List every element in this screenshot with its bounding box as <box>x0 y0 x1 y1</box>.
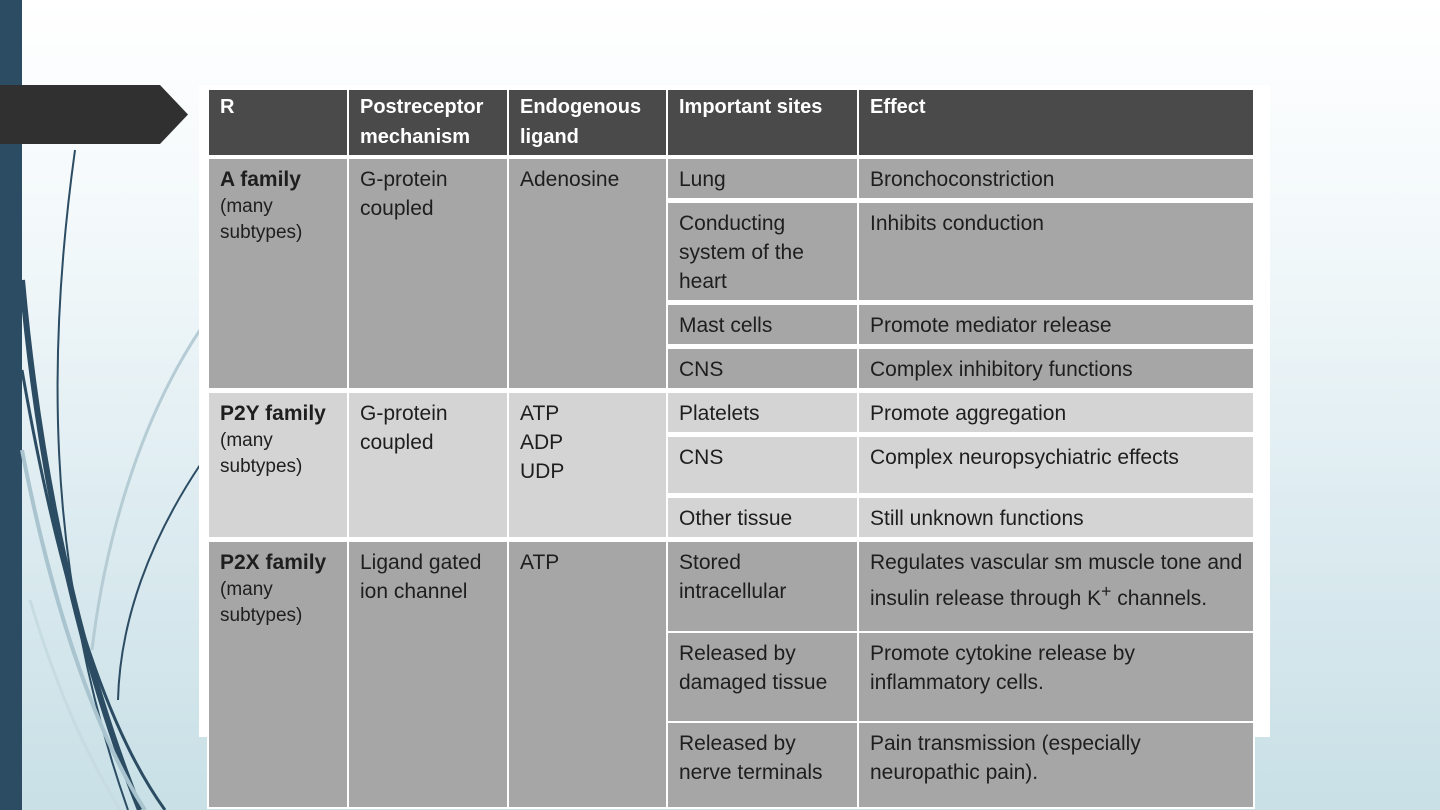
family-cell <box>208 391 348 540</box>
header-row <box>208 89 1254 157</box>
effect-cell <box>858 540 1254 632</box>
effect-cell: Inhibits conduction <box>858 201 1254 303</box>
effect-cell: Promote cytokine release by inflammatory cells. <box>858 632 1254 722</box>
ligand-cell <box>508 540 667 808</box>
site-cell: Released by damaged tissue <box>667 632 858 722</box>
arrow-banner <box>0 85 188 144</box>
site-cell: CNS <box>667 347 858 391</box>
site-cell: Released by nerve terminals <box>667 722 858 808</box>
a-family-group <box>208 157 1254 391</box>
potassium-ion-superscript: + <box>1101 581 1112 601</box>
family-note: (many subtypes) <box>220 430 303 477</box>
table-row <box>208 540 1254 632</box>
p2y-family-group <box>208 391 1254 540</box>
header-important-sites: Important sites <box>667 89 858 157</box>
effect-cell: Promote mediator release <box>858 303 1254 347</box>
ligand-text: ADP <box>520 431 564 454</box>
effect-text-tail: channels. <box>1111 587 1208 610</box>
family-note: (many subtypes) <box>220 196 303 243</box>
site-cell: Conducting system of the heart <box>667 201 858 303</box>
table-row <box>208 391 1254 435</box>
family-name: P2Y family <box>220 402 326 425</box>
effect-cell: Complex inhibitory functions <box>858 347 1254 391</box>
ligand-text: ATP <box>520 551 560 574</box>
mechanism-cell: G-protein coupled <box>348 157 508 391</box>
effect-cell: Complex neuropsychiatric effects <box>858 435 1254 496</box>
header-endogenous-ligand: Endogenous ligand <box>508 89 667 157</box>
site-cell: Lung <box>667 157 858 201</box>
table-row <box>208 157 1254 201</box>
ligand-text: UDP <box>520 460 565 483</box>
site-cell: Platelets <box>667 391 858 435</box>
family-note: (many subtypes) <box>220 579 303 626</box>
family-cell <box>208 157 348 391</box>
family-name: P2X family <box>220 551 327 574</box>
header-postreceptor-mechanism: Postreceptor mechanism <box>348 89 508 157</box>
site-cell: Mast cells <box>667 303 858 347</box>
site-cell: CNS <box>667 435 858 496</box>
family-name: A family <box>220 168 301 191</box>
ligand-cell <box>508 391 667 540</box>
ligand-cell <box>508 157 667 391</box>
site-cell: Other tissue <box>667 496 858 540</box>
effect-cell: Promote aggregation <box>858 391 1254 435</box>
effect-cell: Still unknown functions <box>858 496 1254 540</box>
site-cell: Stored intracellular <box>667 540 858 632</box>
mechanism-cell: Ligand gated ion channel <box>348 540 508 808</box>
ligand-text: ATP <box>520 402 560 425</box>
effect-text: Regulates vascular sm muscle tone and insulin release through K <box>870 551 1243 610</box>
effect-cell: Pain transmission (especially neuropathic pain). <box>858 722 1254 808</box>
header-effect: Effect <box>858 89 1254 157</box>
ligand-text: Adenosine <box>520 168 620 191</box>
header-r: R <box>208 89 348 157</box>
effect-cell: Bronchoconstriction <box>858 157 1254 201</box>
p2x-family-group <box>208 540 1254 808</box>
family-cell <box>208 540 348 808</box>
mechanism-cell: G-protein coupled <box>348 391 508 540</box>
receptor-table <box>207 88 1255 809</box>
